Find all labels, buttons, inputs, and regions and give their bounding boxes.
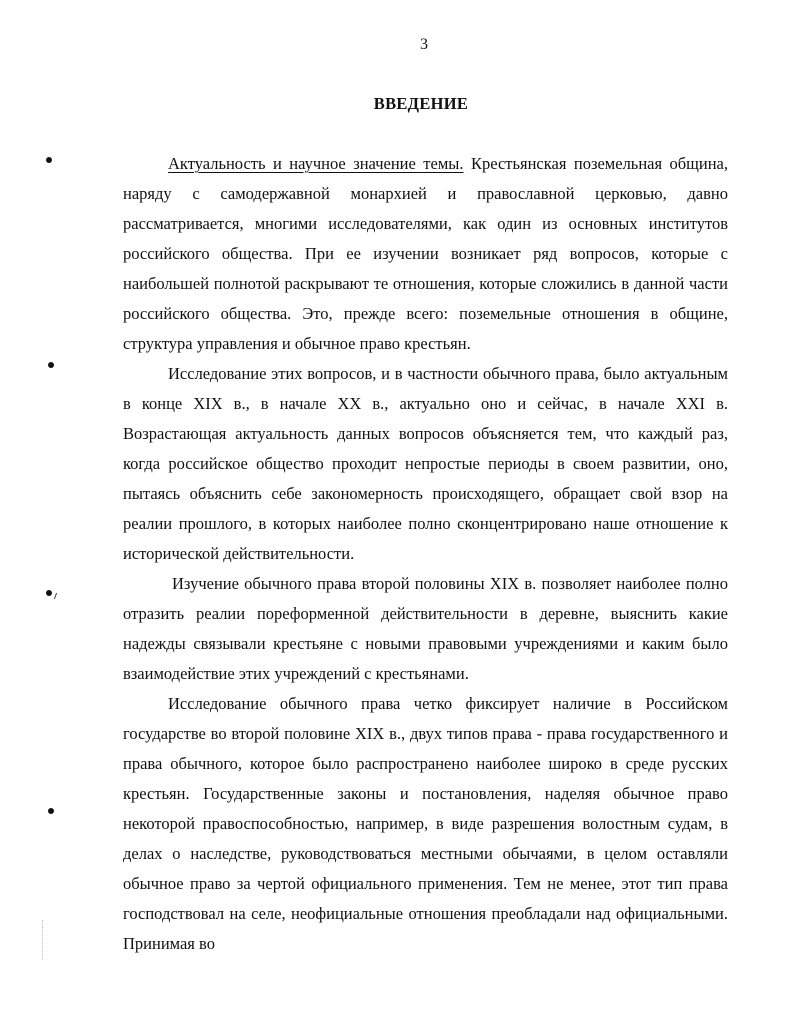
margin-specks bbox=[42, 920, 45, 960]
margin-tick bbox=[51, 593, 57, 599]
margin-mark bbox=[48, 808, 54, 814]
paragraph: Исследование этих вопросов, и в частности обычного права, было актуальным в конце XIX в., в начале XX в., актуально оно и сейчас, в начале XXI в. Возрастающая актуальность данных вопросов объясняется тем, что каждый раз, когда российское общество проходит непростые периоды в своем развитии, оно, пытаясь объяснить себе закономерность происходящего, обращает свой взор на реалии прошлого, в которых наиболее полно сконцентрировано наше отношение к исторической действительности. bbox=[123, 364, 728, 563]
section-heading: ВВЕДЕНИЕ bbox=[373, 94, 469, 113]
body-text bbox=[123, 149, 728, 959]
paragraph-text: Крестьянская поземельная община, наряду с самодержавной монархией и православной церковью, давно рассматривается, многими исследователями, как один из основных институтов российского общества. При ее изучении возникает ряд вопросов, которые с наибольшей полнотой раскрывают те отношения, которые сложились в данной части российского общества. Это, прежде всего: поземельные отношения в общине, структура управления и обычное право крестьян. bbox=[123, 154, 728, 353]
page-number: 3 bbox=[420, 36, 428, 53]
paragraph bbox=[123, 149, 728, 359]
paragraph: Исследование обычного права четко фиксирует наличие в Российском государстве во второй половине XIX в., двух типов права - права государственного и права обычного, которое было распространено наиболее широко в среде русских крестьян. Государственные законы и постановления, наделяя обычное право некоторой правоспособностью, например, в виде разрешения волостным судам, в делах о наследстве, руководствоваться местными обычаями, в целом оставляли обычное право за чертой официального применения. Тем не менее, этот тип права господствовал на селе, неофициальные отношения преобладали над официальными. Принимая во bbox=[123, 694, 728, 953]
topic-lead: Актуальность и научное значение темы. bbox=[168, 154, 464, 173]
paragraph: Изучение обычного права второй половины XIX в. позволяет наиболее полно отразить реалии пореформенной действительности в деревне, выяснить какие надежды связывали крестьяне с новыми правовыми учреждениями и каким было взаимодействие этих учреждений с крестьянами. bbox=[123, 574, 728, 683]
margin-mark bbox=[46, 157, 52, 163]
margin-mark bbox=[48, 362, 54, 368]
